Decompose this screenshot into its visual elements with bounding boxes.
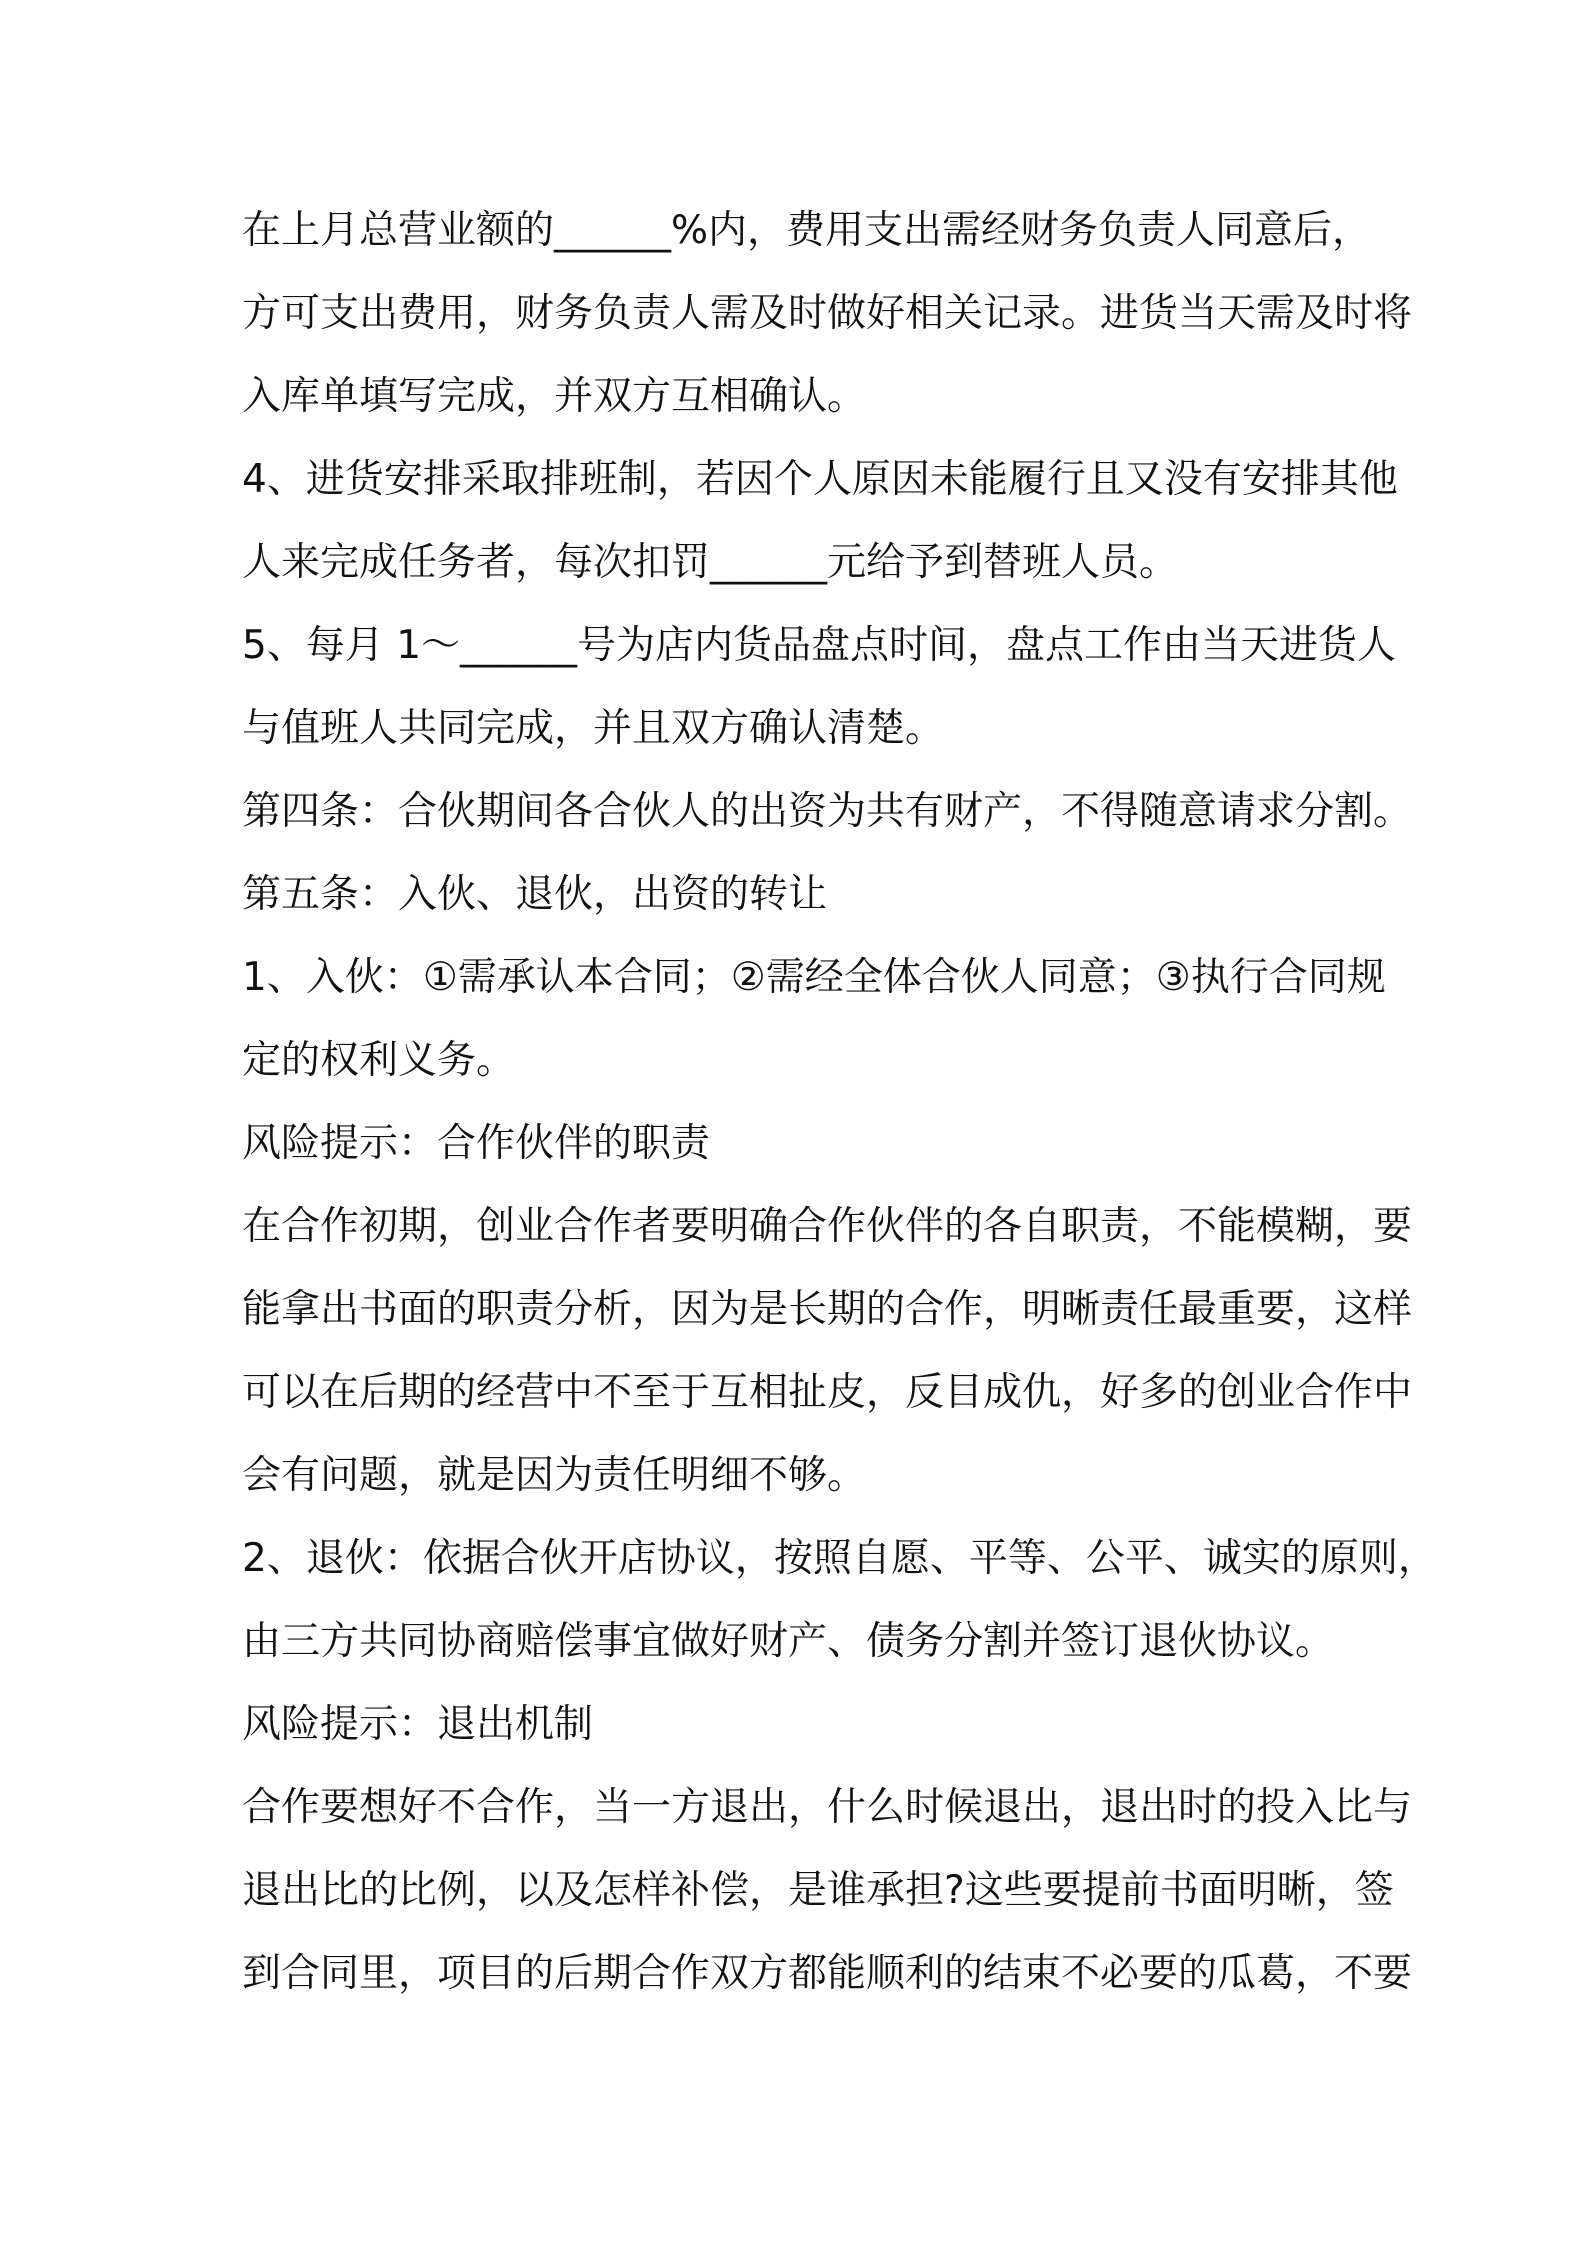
text-line: 定的权利义务。	[242, 1038, 516, 1083]
risk-heading: 风险提示：退出机制	[242, 1702, 594, 1747]
text-line: 5、每月 1～______号为店内货品盘点时间，盘点工作由当天进货人	[242, 623, 1397, 668]
risk-heading: 风险提示：合作伙伴的职责	[242, 1121, 711, 1166]
text-line: 会有问题，就是因为责任明细不够。	[242, 1453, 867, 1498]
text-line: 方可支出费用，财务负责人需及时做好相关记录。进货当天需及时将	[242, 291, 1413, 336]
text-line: 人来完成任务者，每次扣罚______元给予到替班人员。	[242, 540, 1179, 585]
text-line: 在合作初期，创业合作者要明确合作伙伴的各自职责，不能模糊，要	[242, 1204, 1413, 1249]
text-line: 由三方共同协商赔偿事宜做好财产、债务分割并签订退伙协议。	[242, 1619, 1335, 1664]
text-line: 合作要想好不合作，当一方退出，什么时候退出，退出时的投入比与	[242, 1785, 1413, 1830]
text-line: 4、进货安排采取排班制，若因个人原因未能履行且又没有安排其他	[242, 457, 1398, 502]
text-line: 退出比的比例，以及怎样补偿，是谁承担?这些要提前书面明晰，签	[242, 1868, 1394, 1913]
document-body	[242, 196, 1437, 2022]
text-line: 可以在后期的经营中不至于互相扯皮，反目成仇，好多的创业合作中	[242, 1370, 1413, 1415]
text-line: 2、退伙：依据合伙开店协议，按照自愿、平等、公平、诚实的原则，	[242, 1536, 1437, 1581]
text-line: 1、入伙：①需承认本合同；②需经全体合伙人同意；③执行合同规	[242, 955, 1386, 1000]
text-line: 在上月总营业额的______%内，费用支出需经财务负责人同意后，	[242, 208, 1372, 253]
text-line: 入库单填写完成，并双方互相确认。	[242, 374, 867, 419]
text-line: 与值班人共同完成，并且双方确认清楚。	[242, 706, 945, 751]
text-line: 能拿出书面的职责分析，因为是长期的合作，明晰责任最重要，这样	[242, 1287, 1413, 1332]
section-heading: 第五条：入伙、退伙，出资的转让	[242, 872, 828, 917]
section-heading: 第四条：合伙期间各合伙人的出资为共有财产，不得随意请求分割。	[242, 789, 1413, 834]
text-line: 到合同里，项目的后期合作双方都能顺利的结束不必要的瓜葛，不要	[242, 1951, 1413, 1996]
